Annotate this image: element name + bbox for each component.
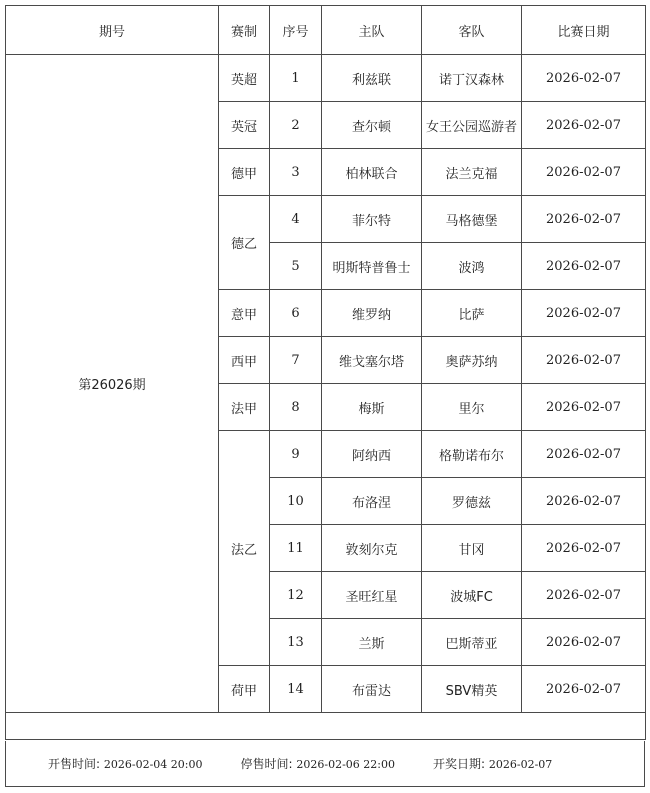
blank-row (6, 713, 646, 740)
sale-open-value: 2026-02-04 20:00 (103, 758, 203, 771)
draw-date-value: 2026-02-07 (488, 758, 553, 771)
date-cell: 2026-02-07 (522, 102, 646, 149)
away-team-cell: 诺丁汉森林 (422, 55, 522, 102)
away-team-cell: 女王公园巡游者 (422, 102, 522, 149)
seq-cell: 12 (270, 572, 322, 619)
league-cell: 法甲 (219, 384, 270, 431)
home-team-cell: 兰斯 (322, 619, 422, 666)
home-team-cell: 圣旺红星 (322, 572, 422, 619)
away-team-cell: 马格德堡 (422, 196, 522, 243)
league-cell: 荷甲 (219, 666, 270, 713)
date-cell: 2026-02-07 (522, 337, 646, 384)
seq-cell: 10 (270, 478, 322, 525)
home-team-cell: 菲尔特 (322, 196, 422, 243)
seq-cell: 5 (270, 243, 322, 290)
home-team-cell: 维戈塞尔塔 (322, 337, 422, 384)
period-cell: 第26026期 (6, 55, 219, 713)
sale-info-footer (5, 741, 645, 787)
draw-date (433, 755, 552, 772)
home-team-cell: 敦刻尔克 (322, 525, 422, 572)
seq-cell: 11 (270, 525, 322, 572)
away-team-cell: 里尔 (422, 384, 522, 431)
header-league: 赛制 (219, 6, 270, 55)
home-team-cell: 梅斯 (322, 384, 422, 431)
seq-cell: 13 (270, 619, 322, 666)
seq-cell: 8 (270, 384, 322, 431)
home-team-cell: 维罗纳 (322, 290, 422, 337)
date-cell: 2026-02-07 (522, 55, 646, 102)
table-row (6, 55, 646, 102)
away-team-cell: 奥萨苏纳 (422, 337, 522, 384)
league-cell: 西甲 (219, 337, 270, 384)
league-cell: 法乙 (219, 431, 270, 666)
seq-cell: 9 (270, 431, 322, 478)
date-cell: 2026-02-07 (522, 572, 646, 619)
away-team-cell: 甘冈 (422, 525, 522, 572)
away-team-cell: 波城FC (422, 572, 522, 619)
date-cell: 2026-02-07 (522, 666, 646, 713)
match-schedule-table (5, 5, 646, 740)
league-cell: 意甲 (219, 290, 270, 337)
sale-open-time (48, 755, 203, 772)
home-team-cell: 柏林联合 (322, 149, 422, 196)
date-cell: 2026-02-07 (522, 384, 646, 431)
sale-open-label: 开售时间: (48, 757, 101, 771)
league-cell: 德乙 (219, 196, 270, 290)
home-team-cell: 明斯特普鲁士 (322, 243, 422, 290)
seq-cell: 6 (270, 290, 322, 337)
away-team-cell: 比萨 (422, 290, 522, 337)
home-team-cell: 利兹联 (322, 55, 422, 102)
league-cell: 英冠 (219, 102, 270, 149)
seq-cell: 2 (270, 102, 322, 149)
away-team-cell: 法兰克福 (422, 149, 522, 196)
sale-close-time (241, 755, 396, 772)
league-cell: 德甲 (219, 149, 270, 196)
date-cell: 2026-02-07 (522, 243, 646, 290)
home-team-cell: 阿纳西 (322, 431, 422, 478)
header-period: 期号 (6, 6, 219, 55)
seq-cell: 4 (270, 196, 322, 243)
away-team-cell: 波鸿 (422, 243, 522, 290)
blank-cell (6, 713, 646, 740)
seq-cell: 1 (270, 55, 322, 102)
sale-close-value: 2026-02-06 22:00 (296, 758, 395, 771)
header-date: 比赛日期 (522, 6, 646, 55)
date-cell: 2026-02-07 (522, 149, 646, 196)
date-cell: 2026-02-07 (522, 525, 646, 572)
table-header-row (6, 6, 646, 55)
date-cell: 2026-02-07 (522, 196, 646, 243)
sale-close-label: 停售时间: (240, 757, 293, 771)
header-away: 客队 (422, 6, 522, 55)
header-seq: 序号 (270, 6, 322, 55)
home-team-cell: 布洛涅 (322, 478, 422, 525)
seq-cell: 7 (270, 337, 322, 384)
away-team-cell: 巴斯蒂亚 (422, 619, 522, 666)
date-cell: 2026-02-07 (522, 619, 646, 666)
date-cell: 2026-02-07 (522, 478, 646, 525)
away-team-cell: 格勒诺布尔 (422, 431, 522, 478)
league-cell: 英超 (219, 55, 270, 102)
away-team-cell: 罗德兹 (422, 478, 522, 525)
seq-cell: 14 (270, 666, 322, 713)
away-team-cell: SBV精英 (422, 666, 522, 713)
date-cell: 2026-02-07 (522, 290, 646, 337)
date-cell: 2026-02-07 (522, 431, 646, 478)
home-team-cell: 布雷达 (322, 666, 422, 713)
draw-date-label: 开奖日期: (433, 757, 486, 771)
seq-cell: 3 (270, 149, 322, 196)
header-home: 主队 (322, 6, 422, 55)
home-team-cell: 查尔顿 (322, 102, 422, 149)
